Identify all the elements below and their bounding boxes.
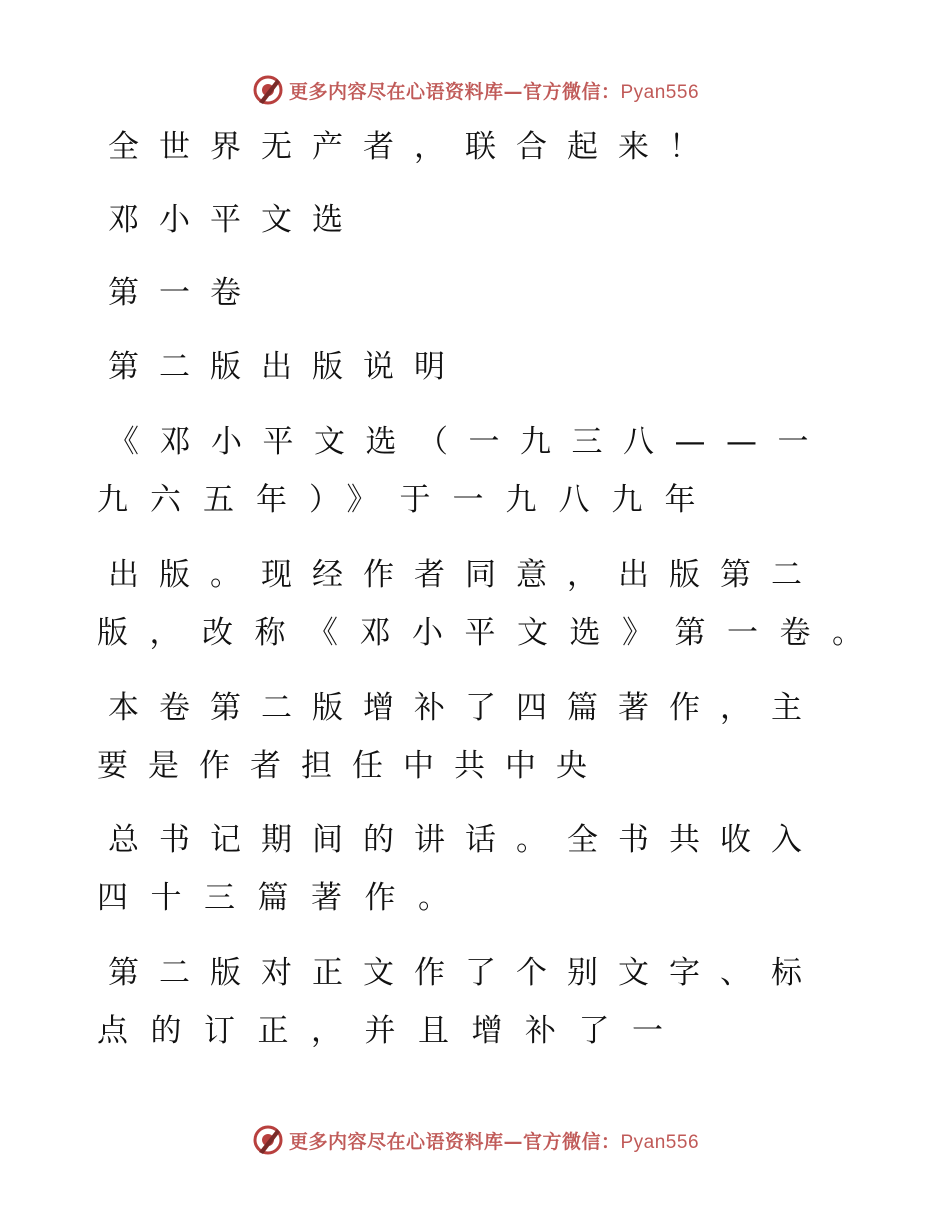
wechat-id: Pyan556: [620, 1131, 700, 1153]
text-line: 总书记期间的讲话。全书共收入: [108, 822, 822, 858]
text-line: 要是作者担任中共中央: [97, 748, 607, 784]
text-line: 本卷第二版增补了四篇著作，主: [108, 690, 822, 726]
text-line: 邓小平文选: [108, 202, 363, 238]
text-line: 第二版对正文作了个别文字、标: [108, 955, 822, 991]
text-line: 版，改称《邓小平文选》第一卷。: [97, 615, 885, 651]
text-line: 全世界无产者，联合起来！: [108, 129, 720, 165]
text-line: 《邓小平文选（一九三八——一: [108, 424, 829, 460]
text-line: 点的订正，并且增补了一: [97, 1013, 686, 1049]
text-line: 第二版出版说明: [108, 349, 465, 385]
wechat-id: Pyan556: [620, 81, 700, 103]
text-line: 四十三篇著作。: [97, 880, 472, 916]
banner-text: 更多内容尽在心语资料库—官方微信：Pyan556: [288, 1130, 700, 1153]
banner-text: 更多内容尽在心语资料库—官方微信：Pyan556: [288, 80, 700, 103]
pen-logo-icon: [251, 1123, 285, 1157]
footer-banner: [0, 1120, 950, 1160]
text-line: 九六五年）》于一九八九年: [97, 482, 718, 518]
text-line: 出版。现经作者同意，出版第二: [108, 557, 822, 593]
text-line: 第一卷: [108, 275, 261, 311]
